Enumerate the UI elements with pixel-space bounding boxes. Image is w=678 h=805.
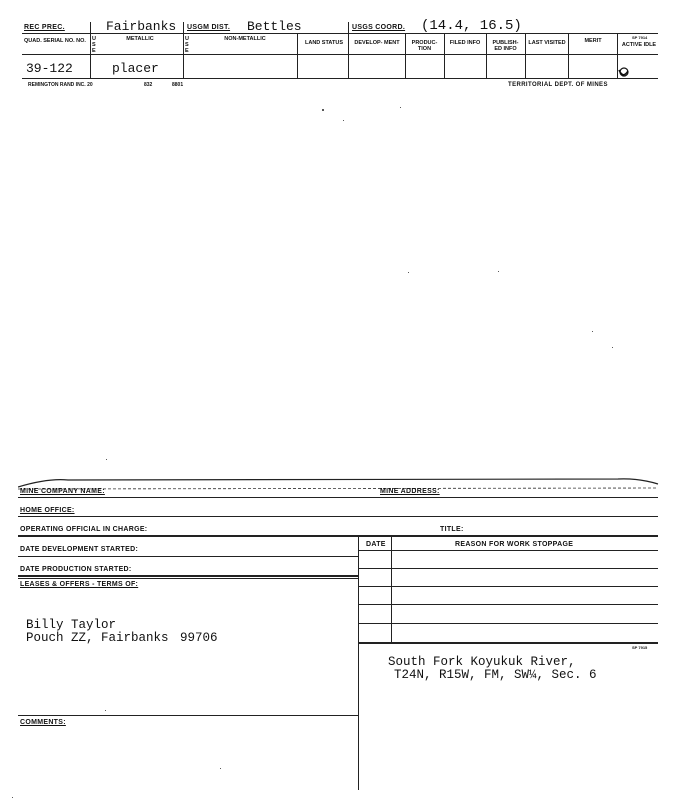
published-info-header: PUBLISH- ED INFO <box>492 40 519 52</box>
rec-prec-label: REC PREC. <box>24 24 65 31</box>
merit-header: MERIT <box>584 38 602 44</box>
card-top-edge <box>18 472 660 492</box>
metallic-value: placer <box>112 61 159 76</box>
rec-prec-value: Fairbanks <box>106 19 177 34</box>
date-development-label: DATE DEVELOPMENT STARTED: <box>20 546 139 553</box>
usgs-dist-value: Bettles <box>247 19 302 34</box>
usgs-dist-label: USGM DIST. <box>187 24 231 31</box>
home-office-label: HOME OFFICE: <box>20 507 75 514</box>
reason-column-header: REASON FOR WORK STOPPAGE <box>455 541 574 548</box>
location-line-1: South Fork Koyukuk River, <box>388 655 576 669</box>
owner-name: Billy Taylor <box>26 618 117 632</box>
metallic-header: METALLIC <box>126 36 154 42</box>
serial-value: 39-122 <box>26 61 73 76</box>
date-production-label: DATE PRODUCTION STARTED: <box>20 566 132 573</box>
filed-info-header: FILED INFO <box>449 40 481 46</box>
comments-label: COMMENTS: <box>20 719 66 726</box>
printer-code-2: 8801 <box>172 82 184 88</box>
usgs-coord-value: (14.4, 16.5) <box>421 18 522 34</box>
use-metallic-header: U S E <box>92 36 96 54</box>
nonmetallic-header: NON-METALLIC <box>224 36 266 42</box>
production-header: PRODUC- TION <box>411 40 438 52</box>
land-status-header: LAND STATUS <box>305 40 343 46</box>
active-idle-mark-icon <box>616 66 630 80</box>
location-line-2: T24N, R15W, FM, SW¼, Sec. 6 <box>394 668 597 682</box>
mine-company-label: MINE COMPANY NAME: <box>20 488 105 495</box>
mine-address-label: MINE ADDRESS: <box>380 488 440 495</box>
printer-imprint: REMINGTON RAND INC. 20 <box>28 82 93 88</box>
active-idle-header: ACTIVE IDLE <box>621 42 657 48</box>
quad-serial-header: QUAD. SERIAL NO. NO. <box>24 38 86 44</box>
owner-zip: 99706 <box>180 631 218 645</box>
leases-label: LEASES & OFFERS - TERMS OF: <box>20 581 139 588</box>
bottom-form-number: SP 7915 <box>632 645 648 650</box>
top-form-number: SP 7914 <box>632 35 648 40</box>
owner-address: Pouch ZZ, Fairbanks <box>26 631 169 645</box>
last-visited-header: LAST VISITED <box>528 40 566 46</box>
development-header: DEVELOP- MENT <box>354 40 400 46</box>
date-column-header: DATE <box>366 541 386 548</box>
title-label: TITLE: <box>440 526 464 533</box>
use-nonmetallic-header: U S E <box>185 36 189 54</box>
printer-code-1: 832 <box>144 82 153 88</box>
operating-official-label: OPERATING OFFICIAL IN CHARGE: <box>20 526 148 533</box>
usgs-coord-label: USGS COORD. <box>352 24 406 31</box>
territorial-dept-label: TERRITORIAL DEPT. OF MINES <box>508 82 608 88</box>
